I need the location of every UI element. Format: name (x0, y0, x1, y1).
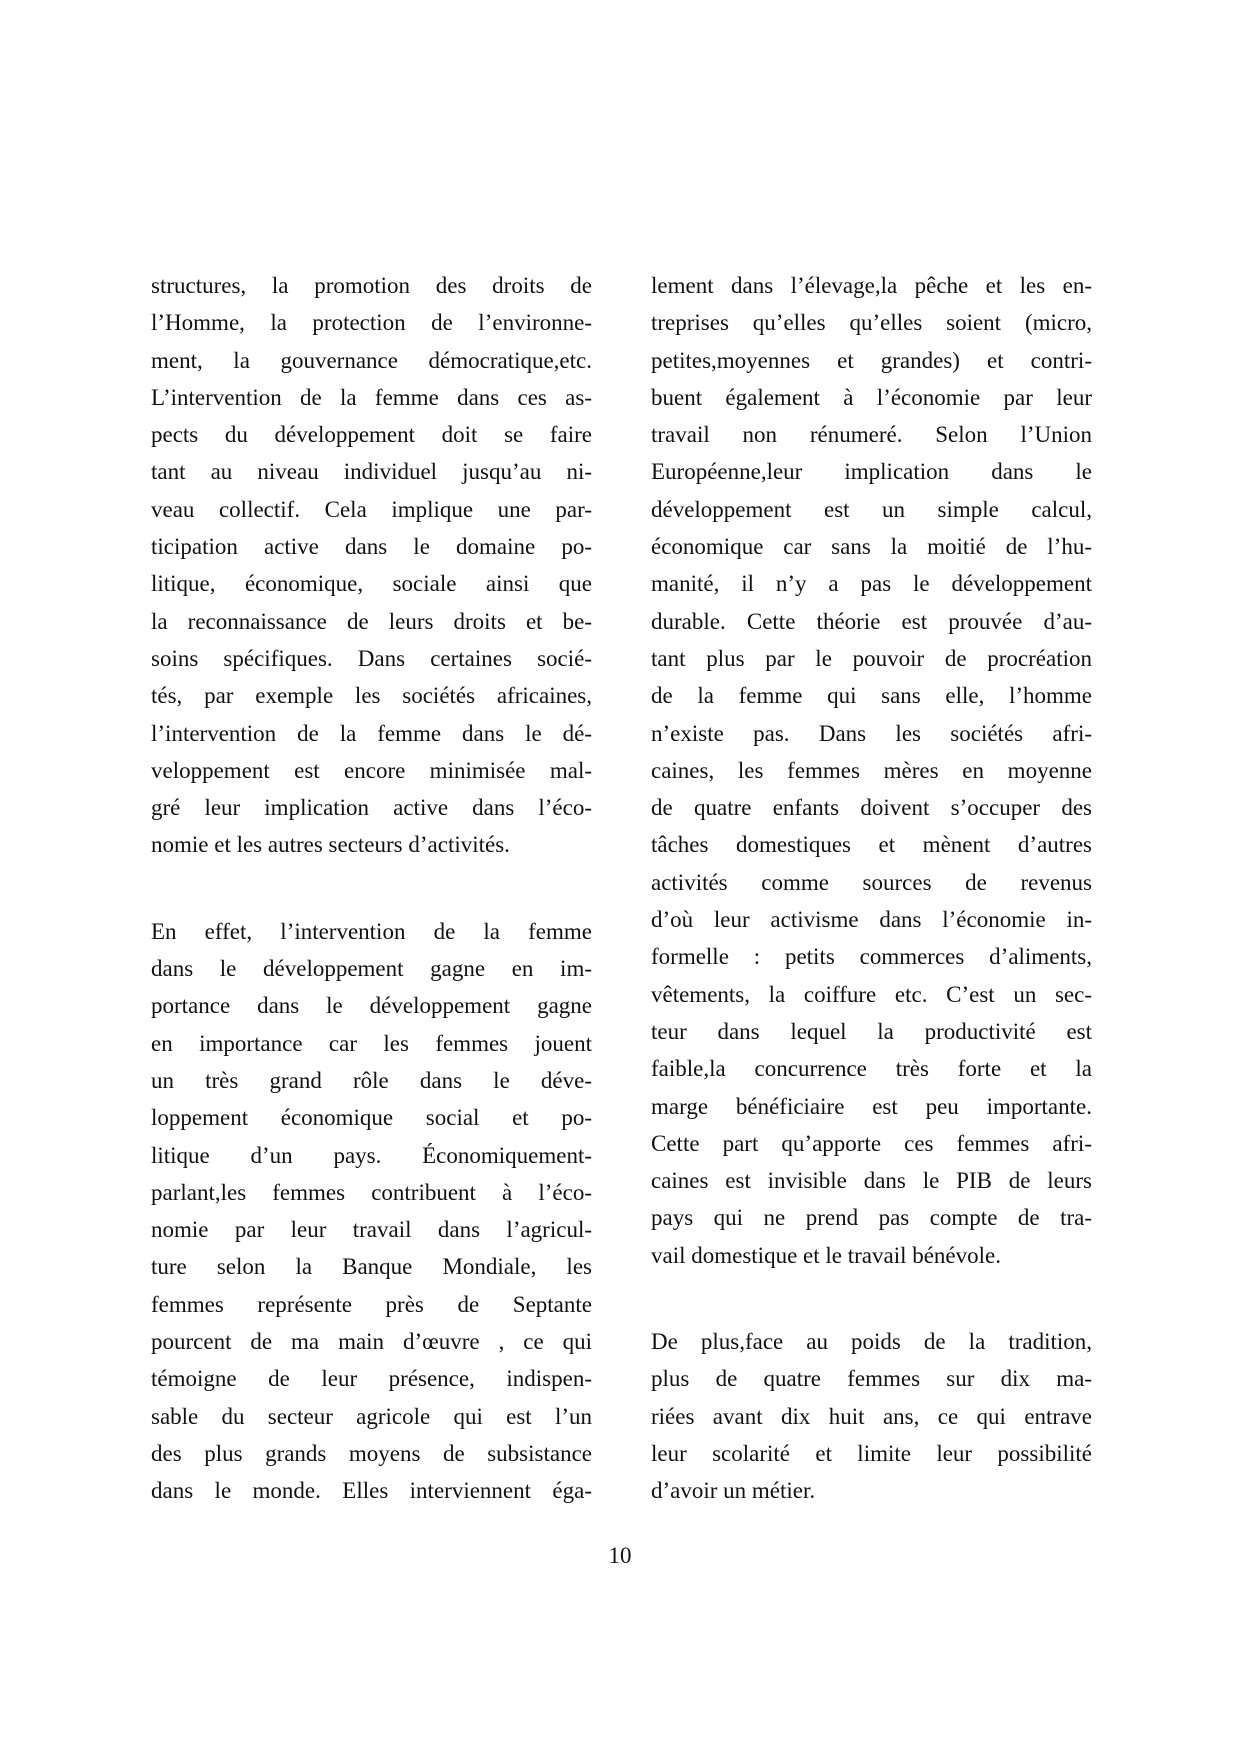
text-line: tant plus par le pouvoir de procréation (651, 645, 1092, 671)
text-line: petites,moyennes et grandes) et contri- (651, 347, 1092, 373)
text-line: de quatre enfants doivent s’occuper des (651, 795, 1092, 821)
text-line: un très grand rôle dans le déve- (151, 1067, 592, 1093)
text-line: lement dans l’élevage,la pêche et les en- (651, 273, 1092, 298)
text-line: formelle : petits commerces d’aliments, (651, 944, 1092, 970)
text-line: gré leur implication active dans l’éco- (151, 795, 592, 821)
text-line: travail non rénumeré. Selon l’Union (651, 422, 1092, 448)
text-line: l’intervention de la femme dans le dé- (151, 720, 592, 746)
paragraph (651, 1323, 1092, 1509)
text-line: d’avoir un métier. (651, 1478, 816, 1504)
right-column (651, 267, 1092, 1559)
left-column (151, 267, 592, 1559)
text-line: pects du développement doit se faire (151, 422, 592, 448)
text-line: caines est invisible dans le PIB de leurs (651, 1168, 1092, 1194)
text-line: buent également à l’économie par leur (651, 384, 1092, 410)
text-line: de la femme qui sans elle, l’homme (651, 683, 1092, 709)
text-line: l’Homme, la protection de l’environne- (151, 310, 592, 336)
text-line: des plus grands moyens de subsistance (151, 1440, 592, 1466)
text-line: ticipation active dans le domaine po- (151, 534, 592, 560)
text-line: pays qui ne prend pas compte de tra- (651, 1205, 1092, 1231)
text-line: treprises qu’elles qu’elles soient (micro, (651, 310, 1092, 336)
text-line: tant au niveau individuel jusqu’au ni- (151, 459, 592, 485)
text-line: nomie et les autres secteurs d’activités. (151, 832, 510, 858)
text-line: caines, les femmes mères en moyenne (651, 757, 1092, 783)
text-line: portance dans le développement gagne (151, 993, 592, 1019)
text-line: litique d’un pays. Économiquement- (151, 1142, 592, 1168)
text-line: plus de quatre femmes sur dix ma- (651, 1366, 1092, 1392)
text-line: tés, par exemple les sociétés africaines, (151, 683, 592, 709)
text-line: en importance car les femmes jouent (151, 1030, 592, 1056)
text-line: activités comme sources de revenus (651, 869, 1092, 895)
text-line: ture selon la Banque Mondiale, les (151, 1254, 592, 1280)
text-line: Européenne,leur implication dans le (651, 459, 1092, 485)
text-line: n’existe pas. Dans les sociétés afri- (651, 720, 1092, 746)
text-line: durable. Cette théorie est prouvée d’au- (651, 608, 1092, 634)
text-line: parlant,les femmes contribuent à l’éco- (151, 1179, 592, 1205)
page-number: 10 (608, 1543, 632, 1568)
paragraph (651, 267, 1092, 1274)
text-line: En effet, l’intervention de la femme (151, 918, 592, 944)
text-line: loppement économique social et po- (151, 1105, 592, 1131)
text-line: riées avant dix huit ans, ce qui entrave (651, 1403, 1092, 1429)
text-line: structures, la promotion des droits de (151, 273, 592, 298)
text-line: pourcent de ma main d’œuvre , ce qui (151, 1329, 592, 1355)
text-line: femmes représente près de Septante (151, 1291, 592, 1317)
text-line: veau collectif. Cela implique une par- (151, 496, 592, 522)
paragraph (151, 267, 592, 864)
text-line: vail domestique et le travail bénévole. (651, 1242, 1001, 1268)
text-line: Cette part qu’apporte ces femmes afri- (651, 1130, 1092, 1156)
text-line: manité, il n’y a pas le développement (651, 571, 1092, 597)
text-line: faible,la concurrence très forte et la (651, 1056, 1092, 1082)
text-line: d’où leur activisme dans l’économie in- (651, 907, 1092, 933)
text-line: nomie par leur travail dans l’agricul- (151, 1217, 592, 1243)
text-line: témoigne de leur présence, indispen- (151, 1366, 592, 1392)
text-line: marge bénéficiaire est peu importante. (651, 1093, 1092, 1119)
text-line: dans le monde. Elles interviennent éga- (151, 1478, 592, 1504)
text-line: ment, la gouvernance démocratique,etc. (151, 347, 592, 373)
text-line: veloppement est encore minimisée mal- (151, 757, 592, 783)
paragraph (151, 913, 592, 1510)
text-line: économique car sans la moitié de l’hu- (651, 534, 1092, 560)
text-line: teur dans lequel la productivité est (651, 1018, 1092, 1044)
text-line: tâches domestiques et mènent d’autres (651, 832, 1092, 858)
text-line: la reconnaissance de leurs droits et be- (151, 608, 592, 634)
text-line: soins spécifiques. Dans certaines socié- (151, 645, 592, 671)
text-line: L’intervention de la femme dans ces as- (151, 384, 592, 410)
text-line: De plus,face au poids de la tradition, (651, 1329, 1092, 1355)
text-line: leur scolarité et limite leur possibilité (651, 1440, 1092, 1466)
text-line: développement est un simple calcul, (651, 496, 1092, 522)
text-line: dans le développement gagne en im- (151, 956, 592, 982)
text-line: vêtements, la coiffure etc. C’est un sec- (651, 981, 1092, 1007)
text-line: litique, économique, sociale ainsi que (151, 571, 592, 597)
text-line: sable du secteur agricole qui est l’un (151, 1403, 592, 1429)
